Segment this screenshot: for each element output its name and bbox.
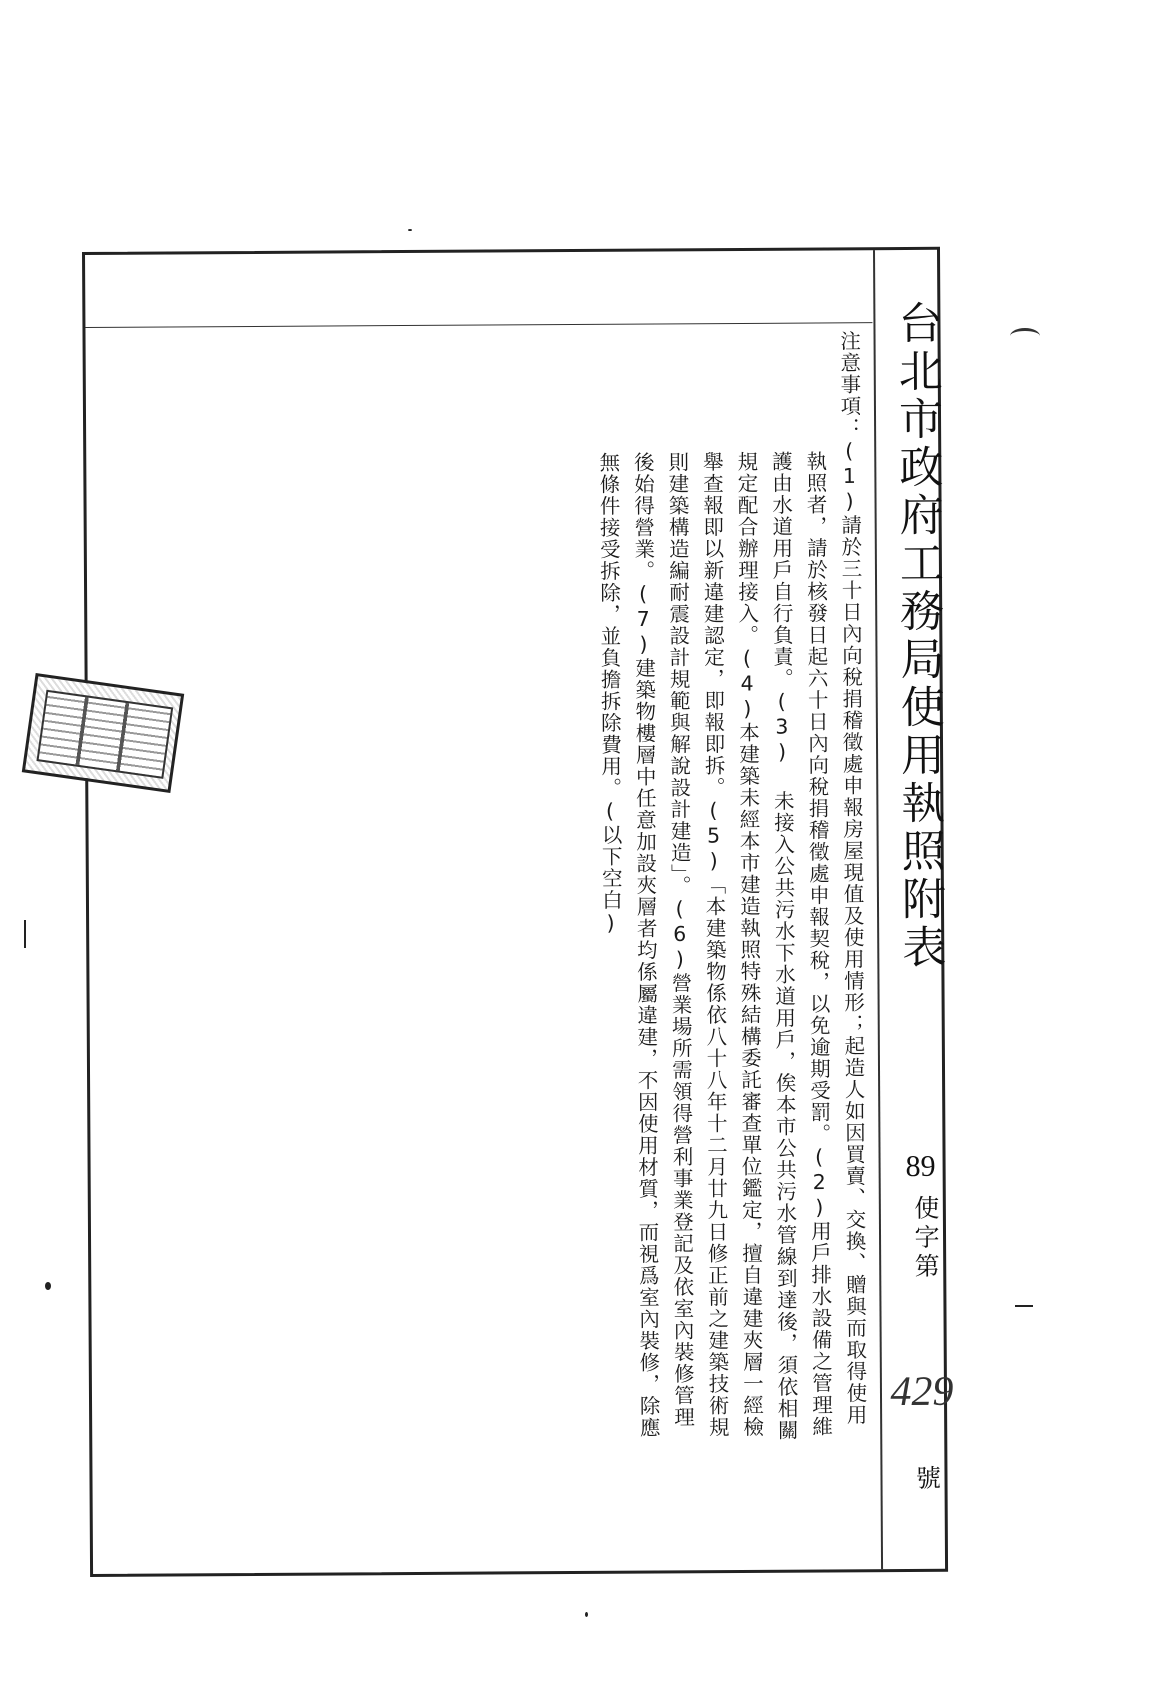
scan-mark — [1015, 1305, 1033, 1307]
permit-year: 89 — [905, 1149, 936, 1183]
permit-type: 使字第 — [910, 1194, 941, 1282]
note-line: 舉查報即以新違建認定，即報即拆。(5)「本建築物係依八十八年十二月廿九日修正前之建築技術規 — [699, 451, 730, 1439]
permit-number: 429 — [890, 1368, 954, 1416]
scan-mark — [24, 920, 26, 948]
notes-section — [505, 330, 872, 1532]
note-line: 後始得營業。(7)建築物樓層中任意加設夾層者均係屬違建，不因使用材質，而視爲室內裝修，除應 — [630, 451, 661, 1439]
scan-mark — [1010, 328, 1040, 344]
note-line: 護由水道用戶自行負責。(3) 未接入公共污水下水道用戶，俟本市公共污水管線到達後，須依相關 — [768, 450, 799, 1442]
form-frame — [82, 247, 954, 1577]
note-line: 執照者，請於核發日起六十日內向稅捐稽徵處申報契稅，以免逾期受罰。(2)用戶排水設備之管理維 — [802, 450, 833, 1438]
scan-mark — [45, 1282, 51, 1290]
permit-suffix: 號 — [912, 1464, 942, 1490]
note-line: 規定配合辦理接入。(4)本建築未經本市建造執照特殊結構委託審查單位鑑定，擅自違建夾層一經檢 — [733, 450, 764, 1439]
scan-mark — [408, 229, 412, 231]
header-divider — [85, 322, 872, 328]
note-line: 無條件接受拆除，並負擔拆除費用。(以下空白) — [595, 451, 623, 937]
scan-mark — [585, 1612, 588, 1617]
note-line: 則建築構造編耐震設計規範與解說設計建造」。(6)營業場所需領得營利事業登記及依室內裝修管理 — [664, 451, 695, 1429]
seal-stamp-icon — [22, 673, 184, 793]
note-line: 注意事項：(1)請於三十日內向稅捐稽徵處申報房屋現值及使用情形；起造人如因買賣、交換、贈與而取得使用 — [836, 330, 868, 1426]
document-title: 台北市政府工務局使用執照附表 — [890, 299, 946, 973]
